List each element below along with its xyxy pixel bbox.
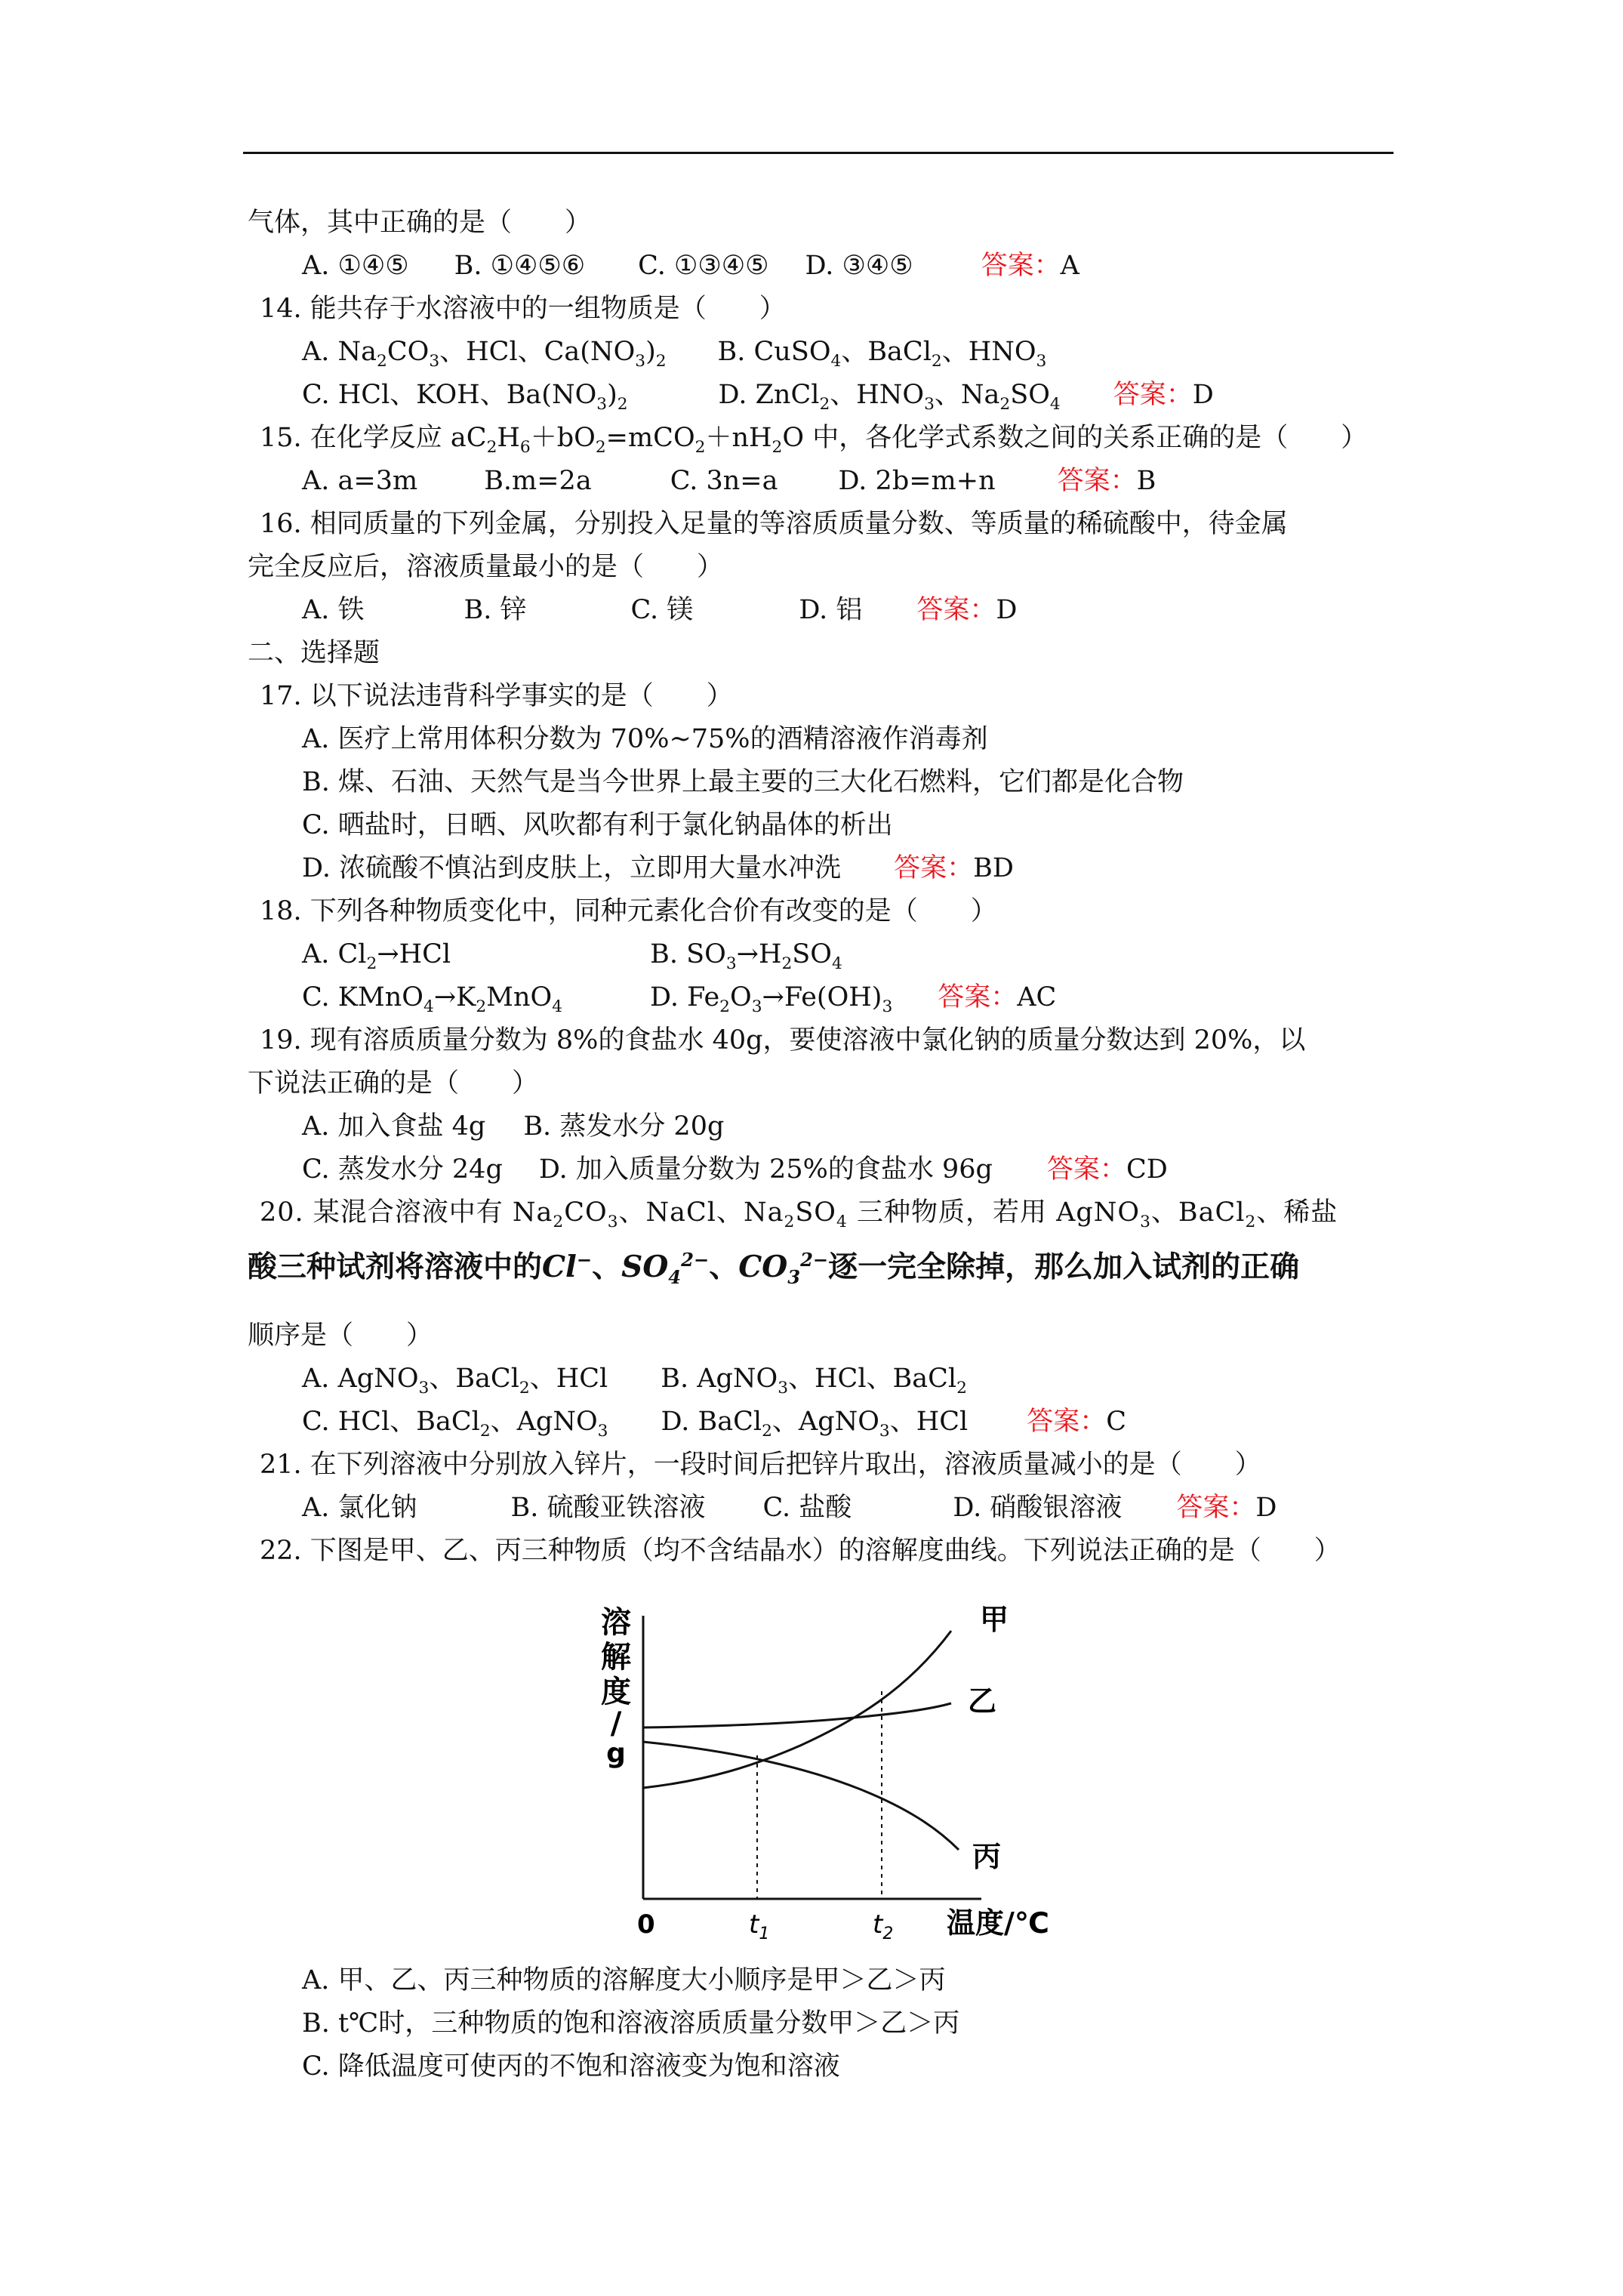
q14-option-a: A. $Na_2CO_3$、HCl、$Ca(NO_3)_2$ (302, 337, 667, 371)
q19-answer: CD (1126, 1154, 1168, 1185)
q22-stem: 22. 下图是甲、乙、丙三种物质（均不含结晶水）的溶解度曲线。下列说法正确的是（ ） (260, 1536, 1341, 1566)
q16-options (302, 593, 1017, 627)
label-jia: 甲 (980, 1603, 1009, 1636)
q19-option-d: D. 加入质量分数为 25%的食盐水 96g (538, 1154, 993, 1185)
q20-option-d: D. BaCl$_2$、AgNO$_3$、HCl (661, 1407, 969, 1441)
q18-answer-label: 答案： (938, 982, 1018, 1012)
chart-ylabel-2: 解 (601, 1640, 631, 1675)
q21-answer: D (1255, 1493, 1277, 1523)
q19-option-a: A. 加入食盐 4g (302, 1111, 486, 1142)
q16-answer: D (996, 595, 1018, 625)
q17-option-d-row (302, 851, 1014, 886)
q16-answer-label: 答案： (916, 595, 996, 625)
q14-options-row2 (302, 378, 1214, 412)
q18-option-a: A. $Cl_2\to HCl$ (302, 939, 451, 973)
q17-stem: 17. 以下说法违背科学事实的是（ ） (260, 681, 733, 711)
header-rule (243, 152, 1394, 154)
q13-answer-label: 答案： (981, 251, 1061, 281)
q20-stem-line3: 顺序是（ ） (248, 1321, 433, 1351)
q20-options-row2 (302, 1404, 1126, 1439)
q15-equation: $aC_2H_6+bO_2=mCO_2+nH_2O$ (442, 423, 813, 457)
q20-answer-label: 答案： (1027, 1407, 1107, 1437)
q17-answer-label: 答案： (894, 853, 974, 883)
chart-origin: 0 (637, 1909, 655, 1940)
q21-option-b: B. 硫酸亚铁溶液 (510, 1493, 706, 1523)
q14-options-row1 (302, 334, 1046, 369)
curve-yi (643, 1703, 951, 1727)
q21-options (302, 1490, 1277, 1525)
q17-option-d: D. 浓硫酸不慎沾到皮肤上，立即用大量水冲洗 (302, 853, 842, 883)
q18-options-row2 (302, 980, 1056, 1015)
q13-options (302, 248, 1079, 283)
q18-answer: AC (1017, 982, 1057, 1012)
q16-stem-line2: 完全反应后，溶液质量最小的是（ ） (248, 552, 724, 582)
q20-stem-end: 、稀盐 (1256, 1197, 1338, 1228)
q20-ion-so4: $SO_4^{2-}$ (621, 1249, 710, 1288)
curve-jia (643, 1631, 951, 1788)
q15-stem-suffix: 中，各化学式系数之间的关系正确的是（ ） (812, 423, 1368, 453)
q22-option-b: B. t℃时，三种物质的饱和溶液溶质质量分数甲＞乙＞丙 (302, 2008, 960, 2039)
chart-ylabel-5: g (606, 1738, 626, 1769)
q15-answer: B (1136, 466, 1156, 496)
q16-option-b: B. 锌 (463, 595, 527, 625)
q16-stem-line1: 16. 相同质量的下列金属，分别投入足量的等溶质质量分数、等质量的稀硫酸中，待金属 (260, 509, 1288, 539)
q17-option-a: A. 医疗上常用体积分数为 70%~75%的酒精溶液作消毒剂 (302, 724, 988, 754)
q13-stem-tail: 气体，其中正确的是（ ） (248, 208, 592, 238)
q20-reagents: AgNO$_3$、BaCl$_2$ (1046, 1197, 1257, 1231)
q18-stem: 18. 下列各种物质变化中，同种元素化合价有改变的是（ ） (260, 896, 997, 926)
q15-answer-label: 答案： (1057, 466, 1137, 496)
section-heading: 二、选择题 (248, 638, 380, 668)
q14-answer-label: 答案： (1113, 380, 1193, 410)
q20-ion-co3: $CO_3^{2-}$ (738, 1249, 829, 1288)
q20-ion-cl: Cl− (542, 1249, 593, 1284)
chart-ylabel-4: / (610, 1706, 622, 1741)
q18-option-c: C. $KMnO_4\to K_2MnO_4$ (302, 982, 563, 1016)
label-yi: 乙 (968, 1684, 997, 1718)
q20-stem-line1 (260, 1195, 1338, 1230)
q17-option-c: C. 晒盐时，日晒、风吹都有利于氯化钠晶体的析出 (302, 810, 893, 840)
q20-option-b: B. AgNO$_3$、HCl、BaCl$_2$ (661, 1364, 967, 1398)
q20-bold-prefix: 酸三种试剂将溶液中的 (248, 1250, 543, 1284)
q15-option-b: B.m=2a (484, 466, 592, 496)
q21-answer-label: 答案： (1176, 1493, 1256, 1523)
q19-options-row2 (302, 1152, 1168, 1187)
q16-option-c: C. 镁 (630, 595, 694, 625)
curve-bing (643, 1742, 959, 1850)
q19-options-row1 (302, 1109, 724, 1144)
q20-substances: $Na_2CO_3$、NaCl、$Na_2SO_4$ (503, 1197, 848, 1231)
chart-ylabel-3: 度 (601, 1675, 631, 1709)
q18-options-row1 (302, 937, 842, 972)
chart-ylabel-1: 溶 (601, 1605, 631, 1640)
q19-answer-label: 答案： (1046, 1154, 1126, 1185)
q14-answer: D (1192, 380, 1214, 410)
q13-answer: A (1060, 251, 1079, 281)
q15-option-d: D. 2b=m+n (838, 466, 996, 496)
q14-option-c: C. HCl、KOH、$Ba(NO_3)_2$ (302, 380, 628, 414)
q15-option-a: A. a=3m (302, 466, 418, 496)
q13-option-b: B. ①④⑤⑥ (454, 251, 586, 281)
chart-tick-t1: $t_1$ (749, 1909, 770, 1943)
q20-stem-prefix: 20. 某混合溶液中有 (260, 1197, 504, 1228)
q13-option-a: A. ①④⑤ (302, 251, 409, 281)
q19-stem-line1: 19. 现有溶质质量分数为 8%的食盐水 40g，要使溶液中氯化钠的质量分数达到 20%，以 (260, 1025, 1306, 1056)
q19-option-c: C. 蒸发水分 24g (302, 1154, 503, 1185)
q20-option-a: A. AgNO$_3$、BaCl$_2$、HCl (302, 1364, 608, 1398)
q13-option-d: D. ③④⑤ (805, 251, 913, 281)
q21-option-a: A. 氯化钠 (302, 1493, 417, 1523)
q17-answer: BD (973, 853, 1014, 883)
q20-options-row1 (302, 1361, 967, 1396)
solubility-chart (574, 1601, 1072, 1943)
q19-stem-line2: 下说法正确的是（ ） (248, 1068, 539, 1099)
q21-stem: 21. 在下列溶液中分别放入锌片，一段时间后把锌片取出，溶液质量减小的是（ ） (260, 1450, 1261, 1480)
q19-option-b: B. 蒸发水分 20g (523, 1111, 725, 1142)
q15-option-c: C. 3n=a (670, 466, 778, 496)
q20-stem-mid: 三种物质，若用 (856, 1197, 1047, 1228)
q16-option-d: D. 铝 (799, 595, 863, 625)
q20-option-c: C. HCl、BaCl$_2$、AgNO$_3$ (302, 1407, 608, 1441)
label-bing: 丙 (972, 1840, 1002, 1873)
q20-answer: C (1106, 1407, 1127, 1437)
q15-stem (260, 421, 1367, 455)
q14-stem: 14. 能共存于水溶液中的一组物质是（ ） (260, 294, 786, 324)
q14-option-b: B. CuSO$_4$、BaCl$_2$、$HNO_3$ (717, 337, 1047, 371)
q21-option-d: D. 硝酸银溶液 (953, 1493, 1123, 1523)
q20-bold-suffix: 逐一完全除掉，那么加入试剂的正确 (828, 1250, 1300, 1284)
q18-option-d: D. $Fe_2O_3\to Fe(OH)_3$ (650, 982, 893, 1016)
q22-option-c: C. 降低温度可使丙的不饱和溶液变为饱和溶液 (302, 2051, 840, 2082)
q22-option-a: A. 甲、乙、丙三种物质的溶解度大小顺序是甲＞乙＞丙 (302, 1965, 946, 1996)
q18-option-b: B. $SO_3\to H_2SO_4$ (650, 939, 842, 973)
chart-xlabel: 温度/℃ (947, 1906, 1049, 1940)
chart-tick-t2: $t_2$ (873, 1909, 894, 1943)
q21-option-c: C. 盐酸 (762, 1493, 852, 1523)
q14-option-d: D. ZnCl$_2$、$HNO_3$、$Na_2SO_4$ (718, 380, 1061, 414)
q15-stem-prefix: 15. 在化学反应 (260, 423, 442, 453)
q15-options (302, 464, 1156, 498)
q17-option-b: B. 煤、石油、天然气是当今世界上最主要的三大化石燃料，它们都是化合物 (302, 767, 1184, 797)
q16-option-a: A. 铁 (302, 595, 365, 625)
q13-option-c: C. ①③④⑤ (638, 251, 769, 281)
q20-stem-line2: 酸三种试剂将溶液中的Cl−、$SO_4^{2-}$、$CO_3^{2-}$逐一完全除掉，那么加入试剂的正确 (248, 1249, 1300, 1288)
